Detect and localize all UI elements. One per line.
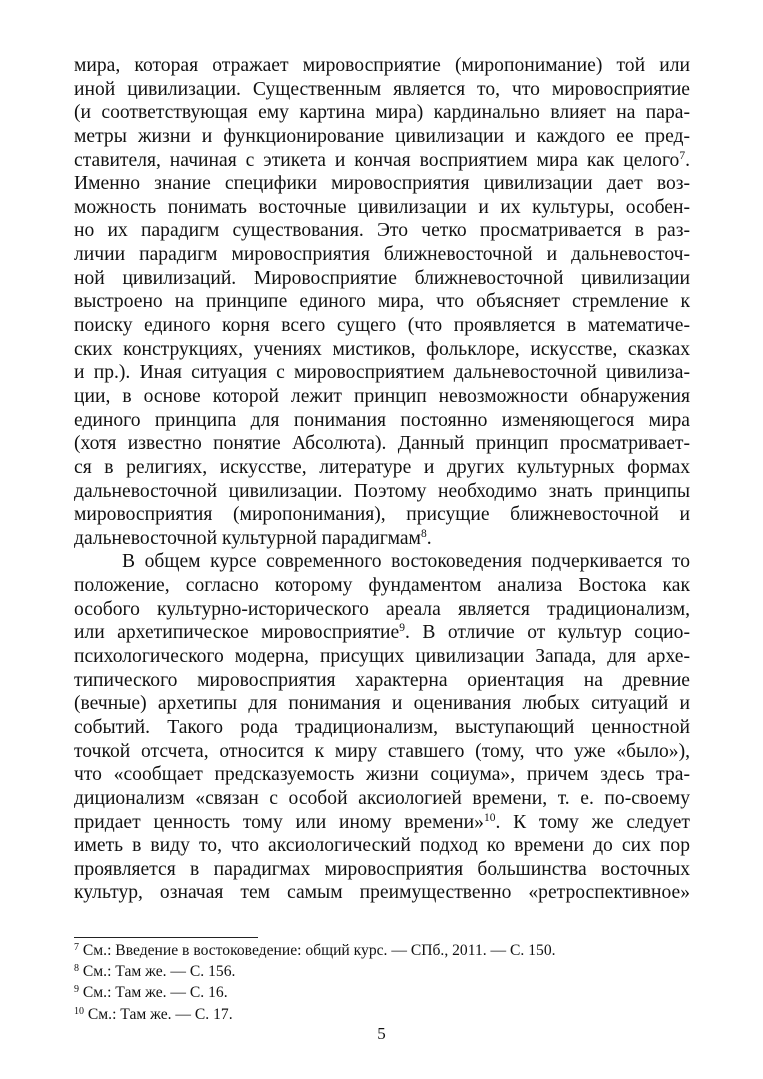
text-line: психологического модерна, присущих цивилизации Запада, для архе- [74,646,690,668]
text-line: культур, означая тем самым преимущественно «ретроспективное» [74,882,690,904]
text-line [74,811,690,835]
text-line: личии парадигм мировосприятия ближневосточной и дальневосточ- [74,244,690,266]
text-line: (вечные) архетипы для понимания и оценивания любых ситуаций и [74,693,690,715]
footnote-8 [74,961,556,982]
text-segment: придает ценность тому или иному времени» [74,811,484,833]
text-line: (хотя известно понятие Абсолюта). Данный принцип просматривает- [74,433,690,455]
text-line: дальневосточной цивилизации. Поэтому необходимо знать принципы [74,480,690,502]
text-line: поиску единого корня всего сущего (что проявляется в математиче- [74,315,690,337]
footnote-ref-10: 10 [483,811,496,824]
text-line: положение, согласно которому фундаментом анализа Востока как [74,575,690,597]
text-segment: ставителя, начиная с этикета и кончая восприятием мира как целого [74,149,680,171]
footnotes [74,940,556,1025]
text-segment: или архетипическое мировосприятие [74,622,400,644]
text-line: ции, в основе которой лежит принцип невозможности обнаружения [74,385,690,407]
text-line: и пр.). Иная ситуация с мировосприятием дальневосточной цивилиза- [74,362,690,384]
footnote-number: 10 [74,1005,84,1017]
text-line: единого принципа для понимания постоянно изменяющегося мира [74,409,690,431]
text-line: но их парадигм существования. Это четко просматривается в раз- [74,220,690,242]
text-line: мира, которая отражает мировосприятие (миропонимание) той или [74,55,690,76]
text-segment: дальневосточной культурной парадигмам [74,527,421,549]
footnote-number: 8 [74,963,79,975]
text-segment: . В отличие от культур социо- [405,622,690,644]
text-segment: . [685,149,690,171]
paragraph-first-line: В общем курсе современного востоковедения подчеркивается то [122,551,690,573]
main-text [74,54,690,905]
text-line: выстроено на принципе единого мира, что объясняет стремление к [74,291,690,313]
text-line: Именно знание специфики мировосприятия цивилизации дает воз- [74,173,690,195]
text-line: метры жизни и функционирование цивилизации и каждого ее пред- [74,125,690,147]
footnote-7 [74,940,556,961]
footnote-divider [74,937,258,938]
text-line: можность понимать восточные цивилизации и их культуры, особен- [74,196,690,218]
text-line [74,621,690,645]
text-line [74,149,690,173]
text-line: что «сообщает предсказуемость жизни социума», причем здесь тра- [74,764,690,786]
footnote-ref-8: 8 [420,527,427,540]
footnote-text: См.: Там же. — С. 16. [82,984,228,1002]
text-line: мировосприятия (миропонимания), присущие ближневосточной и [74,504,690,526]
footnote-ref-9: 9 [399,622,405,635]
text-line: точкой отсчета, относится к миру ставшего (тому, что уже «было»), [74,740,690,762]
footnote-text: См.: Там же. — С. 156. [82,963,236,981]
text-line: ских конструкциях, учениях мистиков, фольклоре, искусстве, сказках [74,338,690,360]
text-line: событий. Такого рода традиционализм, выступающий ценностной [74,716,690,738]
text-line: иметь в виду то, что аксиологический подход ко времени до сих пор [74,835,690,857]
footnote-number: 9 [74,984,79,996]
text-line: диционализм «связан с особой аксиологией времени, т. е. по-своему [74,787,690,809]
footnote-text: См.: Введение в востоковедение: общий курс. — СПб., 2011. — С. 150. [82,942,556,959]
text-segment: . [426,527,432,549]
footnote-10 [74,1004,556,1025]
text-line: иной цивилизации. Существенным является то, что мировосприятие [74,78,690,100]
page-number: 5 [377,1024,386,1043]
text-line: проявляется в парадигмах мировосприятия большинства восточных [74,858,690,880]
footnote-ref-7: 7 [679,149,686,162]
text-line: особого культурно-исторического ареала является традиционализм, [74,598,690,620]
footnote-9 [74,982,556,1003]
text-line: ной цивилизаций. Мировосприятие ближневосточной цивилизации [74,267,690,289]
text-line: типического мировосприятия характерна ориентация на древние [74,669,690,691]
text-line: ся в религиях, искусстве, литературе и других культурных формах [74,456,690,478]
text-line [74,527,690,551]
footnote-text: См.: Там же. — С. 17. [87,1005,233,1023]
text-segment: . К тому же следует [495,811,690,833]
text-line: (и соответствующая ему картина мира) кардинально влияет на пара- [74,102,690,124]
footnote-number: 7 [74,942,79,953]
